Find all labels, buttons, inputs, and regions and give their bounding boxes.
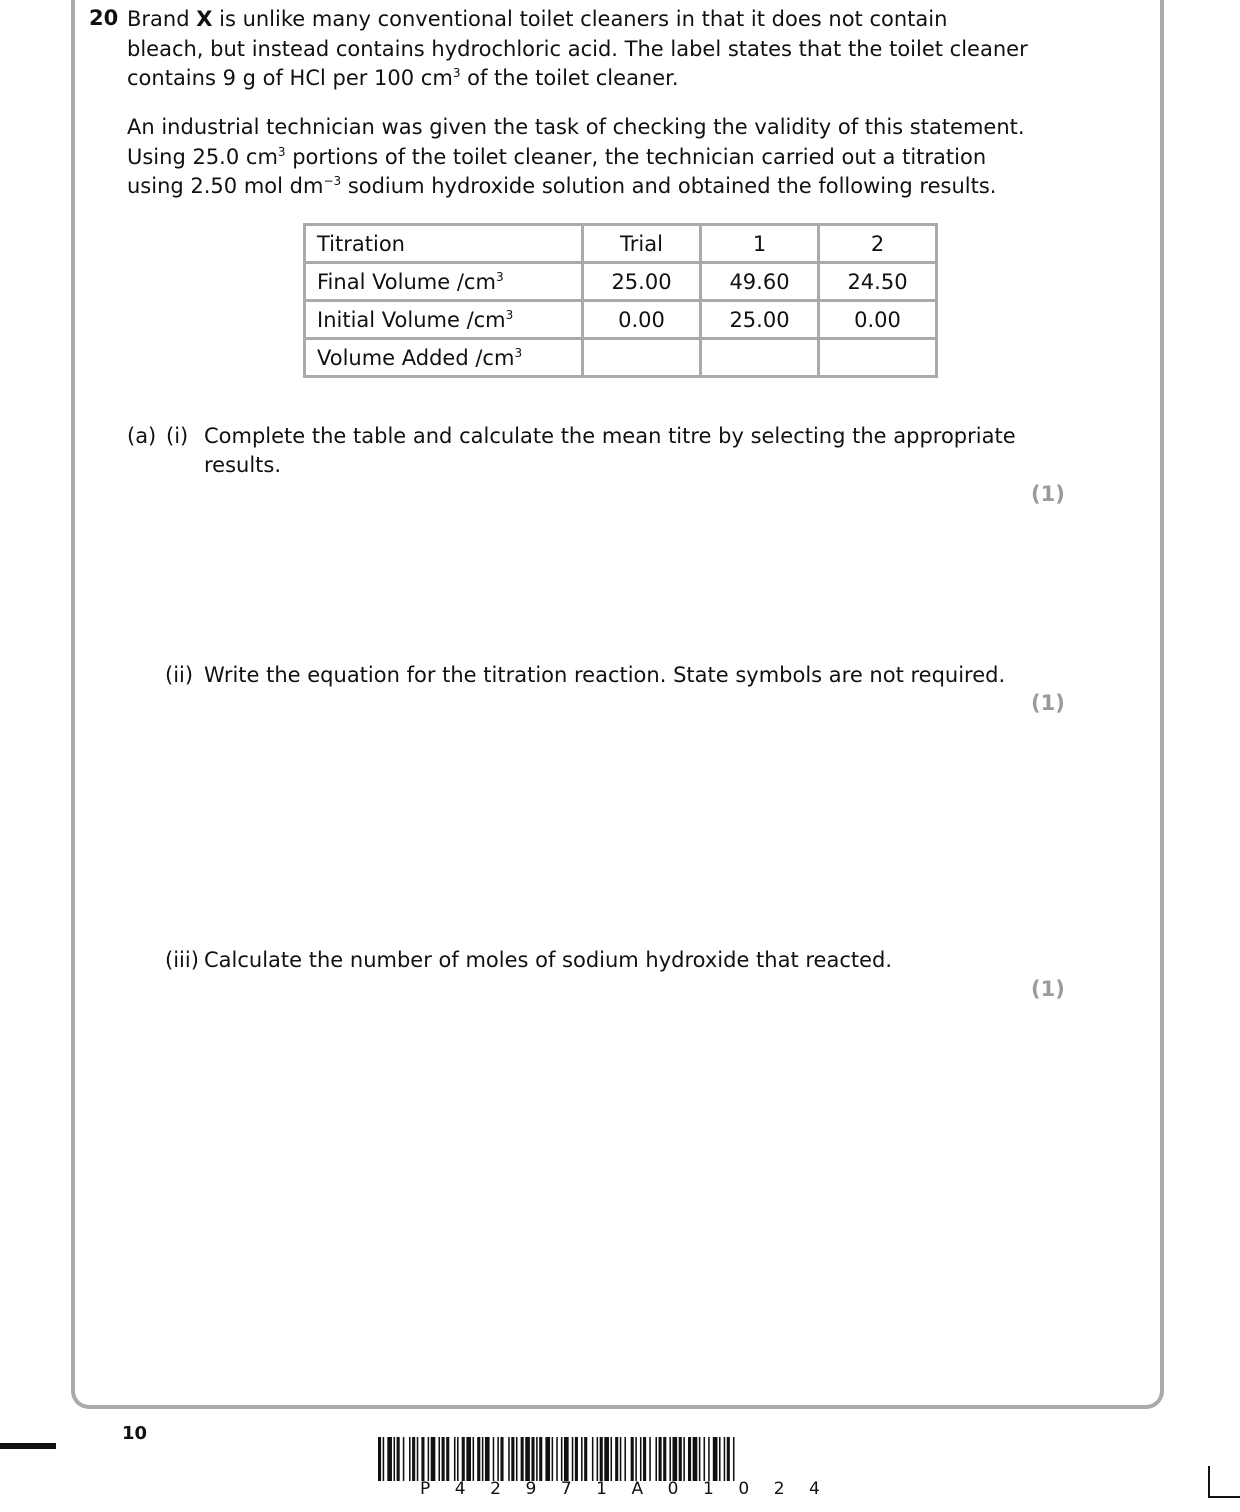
table-row — [305, 301, 937, 339]
barcode-bar — [649, 1437, 651, 1481]
barcode-bar — [428, 1437, 430, 1481]
part-iii-text: Calculate the number of moles of sodium hydroxide that reacted. — [204, 948, 893, 972]
barcode-bar — [556, 1437, 558, 1481]
intro-line-2: bleach, but instead contains hydrochloric acid. The label states that the toilet cleaner — [127, 36, 1028, 61]
row-label: Volume Added $/cm^3$ — [305, 339, 583, 377]
barcode-bar — [581, 1437, 583, 1481]
barcode-bar — [552, 1437, 554, 1481]
barcode-bar — [539, 1437, 542, 1481]
barcode-char: 0 — [667, 1479, 679, 1499]
row-label: Initial Volume $/cm^3$ — [305, 301, 583, 339]
barcode-bar — [600, 1437, 603, 1481]
mark-allocation: (1) — [1031, 977, 1065, 1001]
barcode-bar — [409, 1437, 411, 1481]
part-ii-text: Write the equation for the titration reaction. State symbols are not required. — [204, 663, 1006, 687]
table-row — [305, 339, 937, 377]
table-header-cell: 1 — [701, 225, 819, 263]
barcode-bar — [521, 1437, 524, 1481]
barcode-bar — [417, 1437, 419, 1481]
part-ii-label: (ii) — [165, 663, 194, 687]
barcode-bar — [631, 1437, 634, 1481]
barcode-bar — [497, 1437, 499, 1481]
barcode-char: 1 — [703, 1479, 714, 1499]
barcode-char: 2 — [490, 1479, 501, 1499]
barcode-bar — [733, 1437, 735, 1481]
table-cell: 25.00 — [583, 263, 701, 301]
barcode-bar — [635, 1437, 637, 1481]
barcode-char: 1 — [596, 1479, 607, 1499]
barcode-bar — [485, 1437, 490, 1481]
barcode-bar — [493, 1437, 495, 1481]
barcode-bar — [387, 1437, 392, 1481]
barcode-bar — [545, 1437, 550, 1481]
barcode-bar — [403, 1437, 405, 1481]
barcode-bar — [421, 1437, 424, 1481]
barcode-bar — [708, 1437, 710, 1481]
barcode-bar — [473, 1437, 475, 1481]
barcode-bar — [679, 1437, 682, 1481]
mark-allocation: (1) — [1031, 482, 1065, 506]
barcode-bar — [624, 1437, 626, 1481]
part-i-text: Complete the table and calculate the mean titre by selecting the appropriate results. — [204, 424, 1016, 477]
mark-allocation: (1) — [1031, 691, 1065, 715]
answer-cell[interactable] — [583, 339, 701, 377]
page-number: 10 — [122, 1423, 148, 1444]
barcode-bar — [643, 1437, 646, 1481]
barcode-bar — [442, 1437, 445, 1481]
barcode-bar — [482, 1437, 484, 1481]
barcode-bar — [477, 1437, 480, 1481]
barcode-char: 7 — [560, 1479, 572, 1499]
answer-frame — [71, 0, 1164, 1409]
part-i-label: (i) — [166, 424, 189, 448]
barcode-bar — [724, 1437, 726, 1481]
barcode-bar — [575, 1437, 578, 1481]
barcode-bar — [446, 1437, 449, 1481]
barcode-bar — [508, 1437, 510, 1481]
context-line-1: An industrial technician was given the task of checking the validity of this statement. — [127, 115, 1025, 139]
table-row — [305, 263, 937, 301]
barcode-bar — [620, 1437, 622, 1481]
barcode-bar — [412, 1437, 415, 1481]
part-a-label: (a) — [127, 424, 157, 448]
context-line-2: Using 25.0 $cm^3$ portions of the toilet cleaner, the technician carried out a titration — [127, 144, 987, 169]
context-line-3: using 2.50 mol $dm^{-3}$ sodium hydroxide solution and obtained the following results. — [127, 174, 997, 198]
barcode-bar — [516, 1437, 518, 1481]
barcode-bar — [536, 1437, 538, 1481]
barcode-bar — [719, 1437, 721, 1481]
barcode-bar — [597, 1437, 599, 1481]
barcode-char: P — [420, 1479, 431, 1499]
barcode-bar — [531, 1437, 534, 1481]
barcode-bar — [431, 1437, 436, 1481]
answer-cell[interactable] — [819, 339, 937, 377]
barcode-char: 2 — [773, 1479, 785, 1499]
barcode-bar — [525, 1437, 530, 1481]
table-cell: 0.00 — [819, 301, 937, 339]
barcode-bar — [693, 1437, 698, 1481]
barcode-char: 0 — [738, 1479, 750, 1499]
barcode-bar — [713, 1437, 718, 1481]
table-header-cell: Titration — [305, 225, 583, 263]
table-cell: 49.60 — [701, 263, 819, 301]
barcode-bar — [466, 1437, 471, 1481]
barcode-bar — [655, 1437, 657, 1481]
barcode-bar — [572, 1437, 574, 1481]
barcode-bar — [615, 1437, 618, 1481]
barcode-char: 4 — [809, 1479, 820, 1499]
barcode-bar — [663, 1437, 666, 1481]
barcode-bar — [688, 1437, 691, 1481]
crop-mark — [1208, 1466, 1240, 1498]
table-header-cell: 2 — [819, 225, 937, 263]
question-context — [127, 113, 1025, 202]
barcode-bar — [561, 1437, 563, 1481]
barcode-char: A — [631, 1479, 644, 1499]
titration-table — [303, 223, 938, 378]
barcode-bar — [457, 1437, 459, 1481]
barcode-bar — [704, 1437, 706, 1481]
question-number: 20 — [89, 6, 119, 30]
barcode-bar — [394, 1437, 396, 1481]
intro-line-1: Brand X is unlike many conventional toilet cleaners in that it does not contain — [127, 7, 948, 31]
barcode-bar — [462, 1437, 465, 1481]
barcode-bar — [727, 1437, 730, 1481]
table-cell: 25.00 — [701, 301, 819, 339]
question-intro — [127, 5, 1028, 94]
barcode-bar — [584, 1437, 587, 1481]
row-label: Final Volume $/cm^3$ — [305, 263, 583, 301]
barcode-bar — [511, 1437, 514, 1481]
table-cell: 24.50 — [819, 263, 937, 301]
barcode-bar — [640, 1437, 642, 1481]
barcode-bar — [659, 1437, 662, 1481]
barcode-bar — [397, 1437, 400, 1481]
barcode-bar — [673, 1437, 678, 1481]
barcode — [378, 1437, 860, 1481]
barcode-bar — [500, 1437, 503, 1481]
margin-bar — [0, 1443, 56, 1449]
barcode-text — [420, 1479, 820, 1499]
brand-name: X — [196, 7, 213, 31]
intro-line-3: contains 9 g of HCl per 100 $cm^3$ of the toilet cleaner. — [127, 66, 679, 90]
barcode-bar — [378, 1437, 381, 1481]
barcode-bar — [454, 1437, 456, 1481]
part-iii-label: (iii) — [165, 948, 199, 972]
table-header-cell: Trial — [583, 225, 701, 263]
barcode-bar — [383, 1437, 385, 1481]
barcode-bar — [592, 1437, 594, 1481]
barcode-char: 9 — [525, 1479, 537, 1499]
barcode-bar — [669, 1437, 671, 1481]
barcode-bar — [604, 1437, 609, 1481]
barcode-bar — [611, 1437, 613, 1481]
barcode-bar — [438, 1437, 440, 1481]
barcode-bar — [564, 1437, 569, 1481]
barcode-char: 4 — [454, 1479, 466, 1499]
table-header-row — [305, 225, 937, 263]
barcode-bar — [699, 1437, 701, 1481]
answer-cell[interactable] — [701, 339, 819, 377]
table-cell: 0.00 — [583, 301, 701, 339]
barcode-bar — [683, 1437, 685, 1481]
